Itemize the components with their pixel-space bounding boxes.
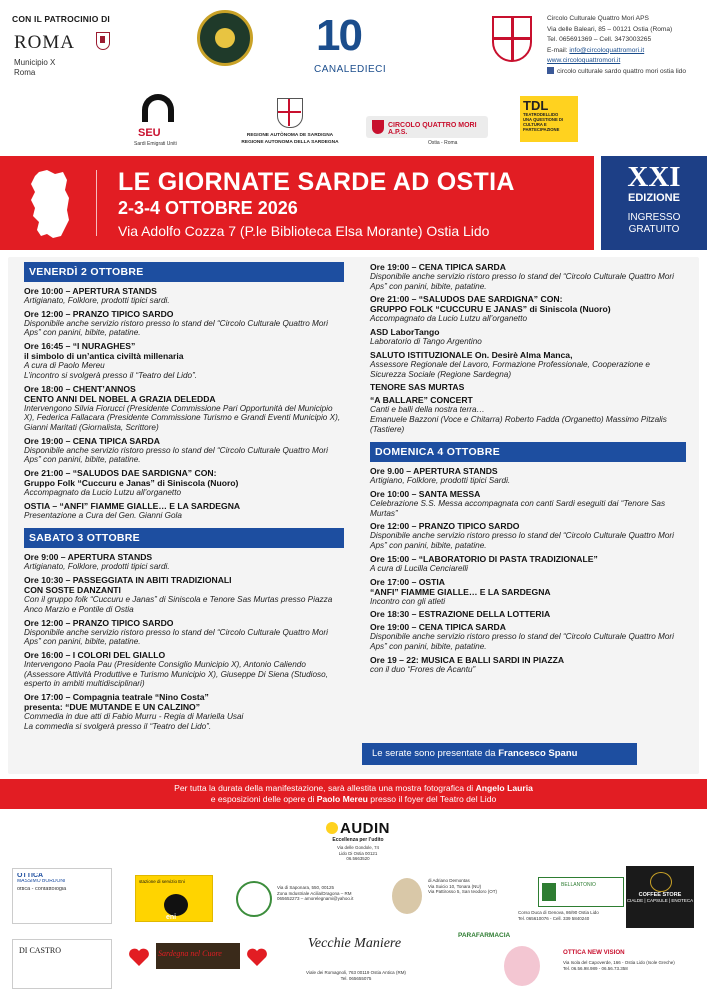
day-header-venerdi: VENERDÌ 2 OTTOBRE (24, 262, 344, 282)
program-event (24, 650, 344, 689)
roma-logo-text: ROMA (14, 32, 76, 53)
events-venerdi-sera (370, 262, 686, 434)
facebook-name: circolo culturale sardo quattro mori ostia lido (557, 67, 687, 75)
program-event (370, 466, 686, 486)
ras-line2: REGIONE AUTONOMA DELLA SARDEGNA (241, 139, 339, 145)
event-title: Ore 9.00 – APERTURA STANDS (370, 466, 498, 477)
teatro-del-lido-logo (520, 96, 578, 142)
program-event (24, 552, 344, 572)
day-header-domenica: DOMENICA 4 OTTOBRE (370, 442, 686, 462)
circolo-phone: Tel. 065691369 – Cell. 3473003265 (547, 36, 652, 43)
anfi-seal-icon (197, 10, 253, 66)
event-desc: Artigianato, Folklore, prodotti tipici sardi. (24, 296, 170, 305)
events-venerdi (24, 286, 344, 520)
qm-name: CIRCOLO QUATTRO MORI (388, 122, 477, 129)
circolo-facebook-line (547, 67, 705, 78)
ottica-name: MASSIMO BORDONI (17, 878, 66, 884)
program-right-column (370, 262, 686, 677)
free-line2: GRATUITO (628, 224, 680, 235)
event-title2: presenta: “DUE MUTANDE E UN CALZINO” (24, 702, 201, 713)
presenter-prefix: Le serate sono presentate da (372, 748, 496, 759)
event-title: Ore 9:00 – APERTURA STANDS (24, 552, 153, 563)
audin-phone: 06.5663520 (346, 856, 370, 862)
circolo-email-link[interactable]: info@circoloquattromori.it (569, 46, 645, 54)
coffee-sub: CIALDE | CAPSULE | ENOTECA (626, 898, 694, 903)
circolo-email-line (547, 46, 705, 57)
event-title: Ore 16:45 – “I NURAGHES” (24, 341, 136, 352)
ottica-bordoni-card (12, 868, 112, 924)
presenter-banner (362, 743, 637, 765)
audin-addr1: Via delle Gondole, 74 (337, 845, 379, 850)
seu-label: SEU (138, 127, 161, 139)
qm-sub-label: Ostia - Roma (428, 140, 458, 146)
event-title: Ore 19 – 22: MUSICA E BALLI SARDI IN PIAZZA (370, 654, 565, 665)
program-event (24, 575, 344, 614)
program-event (370, 294, 686, 324)
exhibition-info-bar (0, 779, 707, 809)
event-title: Ore 10:30 – PASSEGGIATA IN ABITI TRADIZIONALI (24, 575, 232, 586)
event-title: Ore 12:00 – PRANZO TIPICO SARDO (24, 308, 174, 319)
presenter-name: Francesco Spanu (498, 748, 578, 759)
di-castro-name: DI CASTRO (19, 946, 62, 955)
event-title: Ore 19:00 – CENA TIPICA SARDA (370, 622, 506, 633)
events-domenica (370, 466, 686, 674)
event-desc2: L’incontro si svolgerà presso il “Teatro del Lido”. (24, 370, 198, 380)
sardegna-nel-cuore-label: Sardegna nel Cuore (158, 949, 222, 958)
patronage-label: CON IL PATROCINIO DI (12, 14, 110, 24)
newvision-phone: Tel. 06.56.98.989 - 06.56.73.358 (563, 965, 628, 971)
ottica-title: OTTICA (17, 873, 44, 879)
event-desc: Celebrazione S.S. Messa accompagnata con canti Sardi eseguiti dai “Tenore Sas Murtas” (370, 499, 666, 518)
amore-legnami-logo-icon (236, 881, 272, 917)
event-title: Ore 12:00 – PRANZO TIPICO SARDO (370, 521, 520, 532)
vecchie-maniere-logo: Vecchie Maniere (307, 936, 402, 951)
amore-contact: 065652273 – amorelegnami@yahoo.it (277, 896, 354, 901)
event-desc: Incontro con gli atleti (370, 596, 446, 606)
event-title: Ore 17:00 – Compagnia teatrale “Nino Costa” (24, 692, 209, 703)
demontis-addr1: Via Suicio 10, Tonara (NU) (428, 883, 482, 889)
program-event (370, 622, 686, 651)
infobar-line1 (0, 783, 707, 794)
event-desc2: Emanuele Bazzoni (Voce e Chitarra) Roberto Fadda (Organetto) Massimo Pitzalis (Tastiere) (370, 414, 667, 434)
program-event (370, 395, 686, 434)
event-desc: Intervengono Silvia Fiorucci (Presidente Commissione Pari Opportunità del Municipio X), Federica Fallacara (Presidente Commissione Turismo e Grandi Eventi Municipio X), Gianni Maritati (Giornalista, Scrittore) (24, 403, 341, 432)
event-title: Ore 17:00 – OSTIA (370, 576, 445, 587)
program-event (370, 262, 686, 291)
eni-dog-icon (164, 894, 188, 916)
audin-name: AUDIN (318, 820, 398, 837)
event-desc: A cura di Lucilla Cenciarelli (370, 563, 468, 573)
audin-addr2: Lido Di Ostia 00121 (338, 850, 378, 856)
program-event (370, 350, 686, 379)
demontis-addr2: Via Pattirosso 5, San teodoro (OT) (428, 889, 497, 894)
eni-station-label: stazione di servizio Eni (139, 879, 185, 884)
coffee-store-card (626, 866, 694, 928)
edition-label: EDIZIONE (628, 192, 680, 204)
event-title: Ore 18:00 – CHENT’ANNOS (24, 383, 136, 394)
quattro-mori-crest-icon (492, 16, 532, 62)
free-line1: INGRESSO (627, 212, 681, 223)
event-title2: “ANFI” FIAMME GIALLE… E LA SARDEGNA (370, 586, 551, 597)
event-desc2: La commedia si svolgerà presso il “Teatro del Lido”. (24, 721, 212, 731)
event-title: TENORE SAS MURTAS (370, 382, 465, 393)
infobar-line2-suffix: presso il foyer del Teatro del Lido (370, 794, 497, 804)
regione-sardegna-crest-icon (277, 98, 303, 128)
program-event (370, 382, 686, 392)
event-title: Ore 10:00 – APERTURA STANDS (24, 286, 157, 296)
demontis-address (428, 878, 528, 914)
canale-dieci-number: 10 (316, 11, 361, 60)
infobar-artist: Paolo Mereu (316, 794, 368, 804)
event-desc: Disponibile anche servizio ristoro presso lo stand del “Circolo Culturale Quattro Mori Aps” con panini, bibite, patatine. (24, 445, 328, 465)
event-desc: Artigiano, Folklore, prodotti tipici Sardi. (370, 476, 511, 486)
infobar-photographer: Angelo Lauria (475, 783, 533, 793)
seu-sub-label: Sardi Emigrati Uniti (134, 141, 177, 147)
event-desc: Intervengono Paola Pau (Presidente Consiglio Municipio X), Antonio Caliendo (Assessore Attività Produttive e Turismo Municipio X), Giuseppe Di Siena (Studioso, esperto in ambiti multidisciplinari) (24, 659, 328, 689)
infobar-line2-prefix: e esposizioni delle opere di (210, 794, 315, 804)
sardegna-nel-cuore-sponsors (128, 939, 268, 991)
event-title2: CENTO ANNI DEL NOBEL A GRAZIA DELEDDA (24, 393, 216, 404)
facebook-icon (547, 67, 554, 74)
event-title: Ore 21:00 – “SALUDOS DAE SARDIGNA” CON: (370, 294, 563, 305)
amore-addr2: Zona Industriale Acilia/Dragona – RM (277, 890, 352, 896)
circolo-address: Via delle Baleari, 85 – 00121 Ostia (Roma) (547, 25, 673, 33)
event-title: Ore 19:00 – CENA TIPICA SARDA (370, 262, 506, 272)
vm-phone: Tel. 065655075 (340, 975, 372, 981)
sardinia-island-icon (25, 168, 73, 240)
infobar-line2 (0, 794, 707, 805)
flower-icon (504, 946, 540, 986)
program-event (24, 692, 344, 731)
audin-address (318, 845, 398, 862)
seu-logo-icon (138, 94, 178, 126)
newvision-title: OTTICA NEW VISION (563, 949, 625, 956)
ottica-sub: ottica - contattologia (17, 887, 67, 892)
event-title: ASD LaborTango (370, 327, 440, 338)
events-sabato (24, 552, 344, 731)
footer-sponsors (0, 812, 707, 1000)
title-banner (0, 156, 594, 250)
event-dates: 2-3-4 OTTOBRE 2026 (118, 198, 298, 218)
event-desc: Artigianato, Folklore, prodotti tipici sardi. (24, 562, 170, 572)
event-desc: con il duo “Frores de Acantu” (370, 664, 476, 674)
bell-phone: Tel. 065610076 - Cell. 339 5840240 (518, 915, 590, 921)
program-event (24, 341, 344, 380)
coffee-title: COFFEE STORE (638, 892, 682, 898)
edition-number: XXI (627, 161, 681, 193)
event-desc: Commedia in due atti di Fabio Murru - Regia di Mariella Usai (24, 712, 244, 722)
event-title: Ore 10:00 – SANTA MESSA (370, 489, 481, 500)
amore-legnami-address (277, 885, 372, 919)
municipio-line2: Roma (14, 68, 36, 77)
newvision-addr: Via Isola del Capoverde, 166 - Ostia Lido (Isole Greche) (563, 960, 675, 965)
bellantonio-address (518, 910, 628, 922)
program-event (24, 501, 344, 521)
program-event (24, 309, 344, 338)
canale-dieci-label: CANALEDIECI (314, 64, 387, 75)
audin-sponsor (318, 820, 398, 870)
tdl-tagline: UNA QUESTIONE DI CULTURA E PARTECIPAZIONE (523, 117, 564, 132)
email-label: E-mail: (547, 46, 568, 54)
vm-addr: Viale dei Romagnoli, 763 00119 Ostia Antica (RM) (306, 970, 406, 975)
program-event (370, 489, 686, 518)
bellantonio-logo: BELLANTONIO (538, 877, 624, 907)
event-title: Ore 16:00 – I COLORI DEL GIALLO (24, 649, 166, 660)
circolo-contact-block (547, 14, 705, 77)
event-desc: Disponibile anche servizio ristoro presso lo stand del “Circolo Culturale Quattro Mori Aps” con panini, bibite, patatine. (24, 318, 328, 338)
program-event (370, 655, 686, 675)
event-title2: il simbolo di un’antica civiltà millenaria (24, 351, 184, 362)
tdl-mark: TDL (523, 98, 549, 113)
program-left-column (24, 262, 344, 734)
circolo-site-link[interactable]: www.circoloquattromori.it (547, 57, 621, 64)
event-title: SALUTO ISTITUZIONALE On. Desirè Alma Manca, (370, 349, 573, 360)
event-desc: Laboratorio di Tango Argentino (370, 337, 482, 347)
event-desc: Disponibile anche servizio ristoro presso lo stand del “Circolo Culturale Quattro Mori Aps” con panini, bibite, patatine. (370, 632, 674, 651)
circolo-quattro-mori-logo (366, 116, 488, 138)
program-event (24, 618, 344, 647)
vecchie-maniere-address (296, 970, 416, 984)
program-event (370, 577, 686, 607)
event-desc: Presentazione a Cura del Gen. Gianni Gola (24, 510, 182, 520)
program-event (24, 436, 344, 465)
day-header-sabato: SABATO 3 OTTOBRE (24, 528, 344, 548)
event-title: Ore 12:00 – PRANZO TIPICO SARDO (24, 617, 174, 628)
event-title: Ore 21:00 – “SALUDOS DAE SARDIGNA” CON: (24, 468, 217, 479)
heart-icon-right (246, 947, 268, 967)
program-event (24, 286, 344, 306)
amore-addr1: Via di Saponara, 550, 00125 (277, 885, 334, 890)
sponsor-row (0, 88, 707, 156)
event-title: Ore 15:00 – “LABORATORIO DI PASTA TRADIZIONALE” (370, 553, 598, 564)
demontis-name: di Adriano Demontas (428, 878, 470, 883)
banner-divider (96, 170, 97, 236)
bell-addr: Corso Duca di Genova, 86/90 Ostia Lido (518, 910, 599, 915)
program-event (370, 609, 686, 619)
ras-line1: REGIONE AUTÒNOMA DE SARDIGNA (246, 133, 334, 138)
parafarmacia-title: PARAFARMACIA (458, 932, 511, 939)
event-title: LE GIORNATE SARDE AD OSTIA (118, 168, 515, 196)
municipio-line1: Municipio X (14, 58, 56, 67)
event-desc: Assessore Regionale del Lavoro, Formazione Professionale, Cooperazione e Sicurezza Sociale (Regione Sardegna) (370, 359, 650, 379)
di-castro-card (12, 939, 112, 989)
program-event (370, 327, 686, 347)
edition-badge (601, 156, 707, 250)
ottica-new-vision-card (563, 949, 703, 991)
circolo-name: Circolo Culturale Quattro Mori APS (547, 15, 649, 22)
audin-tagline: Eccellenza per l’udito (332, 837, 384, 843)
event-title2: GRUPPO FOLK “CUCCURU E JANAS” di Siniscola (Nuoro) (370, 304, 611, 315)
qm-suffix: A.P.S. (388, 129, 408, 136)
patronage-header (0, 0, 707, 86)
program-event (24, 468, 344, 498)
parafarmacia-card (458, 932, 544, 992)
eni-label: eni (166, 914, 177, 921)
event-title: “A BALLARE” CONCERT (370, 395, 473, 406)
event-title2: Gruppo Folk “Cuccuru e Janas” di Siniscola (Nuoro) (24, 478, 239, 489)
event-desc: Disponibile anche servizio ristoro presso lo stand del “Circolo Culturale Quattro Mori Aps” con panini, bibite, patatine. (370, 272, 674, 291)
roma-crest-icon (96, 32, 110, 50)
event-desc: Disponibile anche servizio ristoro presso lo stand del “Circolo Culturale Quattro Mori Aps” con panini, bibite, patatine. (370, 531, 674, 551)
event-desc: Disponibile anche servizio ristoro presso lo stand del “Circolo Culturale Quattro Mori Aps” con panini, bibite, patatine. (24, 627, 328, 647)
demontis-portrait-icon (392, 878, 422, 914)
event-title: Ore 18:30 – ESTRAZIONE DELLA LOTTERIA (370, 609, 551, 620)
heart-icon (128, 947, 150, 967)
free-entry-label (601, 212, 707, 236)
event-title: OSTIA – “ANFI” FIAMME GIALLE… E LA SARDEGNA (24, 500, 241, 511)
event-venue: Via Adolfo Cozza 7 (P.le Biblioteca Elsa Morante) Ostia Lido (118, 223, 490, 239)
event-desc: Accompagnato da Lucio Lutzu all’organetto (370, 314, 528, 324)
event-desc: Accompagnato da Lucio Lutzu all’organetto (24, 488, 182, 498)
eni-station-card (135, 875, 213, 922)
program-event (370, 554, 686, 574)
program-event (24, 384, 344, 433)
infobar-line1-prefix: Per tutta la durata della manifestazione, sarà allestita una mostra fotografica di (174, 783, 474, 793)
event-desc: A cura di Paolo Mereu (24, 361, 105, 371)
program-event (370, 521, 686, 550)
regione-sardegna-label (240, 133, 340, 146)
event-title2: CON SOSTE DANZANTI (24, 585, 121, 596)
tdl-name: TEATRODELLIDO (523, 112, 559, 117)
event-desc: Con il gruppo folk “Cuccuru e Janas” di Siniscola e Tenore Sas Murtas presso Piazza Anco Marzio e Pontile di Ostia (24, 595, 333, 614)
event-desc: Canti e balli della nostra terra… (370, 405, 485, 415)
circolo-site-line (547, 56, 705, 67)
municipio-label (14, 58, 55, 78)
event-title: Ore 19:00 – CENA TIPICA SARDA (24, 435, 160, 446)
